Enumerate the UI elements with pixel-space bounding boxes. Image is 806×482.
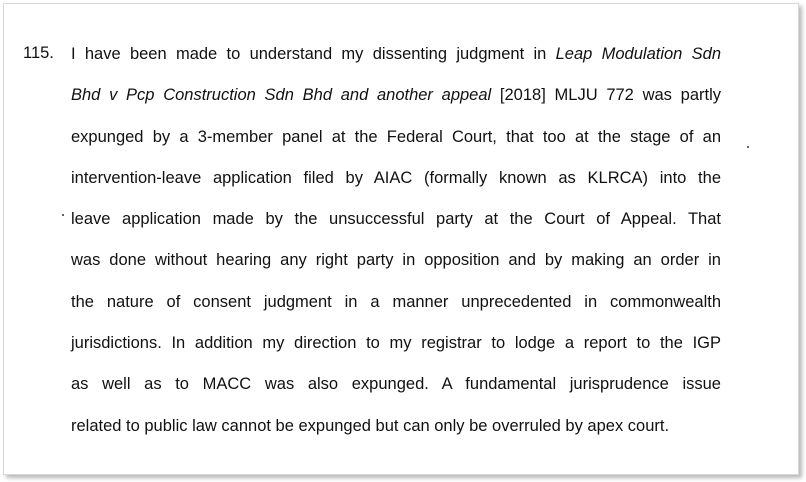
paragraph-text: jurisdictions. In addition my direction to my registrar to lodge a report to the IGP (71, 334, 721, 353)
italic-case-citation: Bhd v Pcp Construction Sdn Bhd and another appeal (71, 86, 492, 105)
paragraph-line (71, 416, 721, 436)
paragraph-number: 115. (23, 44, 54, 62)
paragraph-line (71, 209, 721, 229)
scan-speck (747, 146, 749, 148)
paragraph-line (71, 85, 721, 105)
paragraph-text: [2018] MLJU 772 was partly (491, 86, 721, 105)
scan-speck (62, 214, 64, 216)
paragraph-text: the nature of consent judgment in a manner unprecedented in commonwealth (71, 292, 721, 311)
italic-case-citation: Leap Modulation Sdn (555, 45, 721, 63)
paragraph-line (71, 250, 721, 270)
paragraph-line (71, 374, 721, 394)
paragraph-text: expunged by a 3-member panel at the Federal Court, that too at the stage of an (71, 127, 721, 146)
paragraph-line (71, 44, 721, 64)
paragraph-text: as well as to MACC was also expunged. A fundamental jurisprudence issue (71, 375, 721, 394)
paragraph-line (71, 333, 721, 353)
paragraph-text: intervention-leave application filed by AIAC (formally known as KLRCA) into the (71, 168, 721, 187)
scanned-page (3, 3, 799, 475)
paragraph-text: leave application made by the unsuccessful party at the Court of Appeal. That (71, 210, 721, 229)
paragraph-line (71, 292, 721, 312)
paragraph-line (71, 127, 721, 147)
paragraph-text: was done without hearing any right party in opposition and by making an order in (71, 251, 721, 270)
paragraph-line (71, 168, 721, 188)
paragraph-text: I have been made to understand my dissenting judgment in (71, 45, 556, 63)
paragraph-body (71, 44, 721, 457)
paragraph-text: related to public law cannot be expunged but can only be overruled by apex court. (71, 416, 670, 435)
